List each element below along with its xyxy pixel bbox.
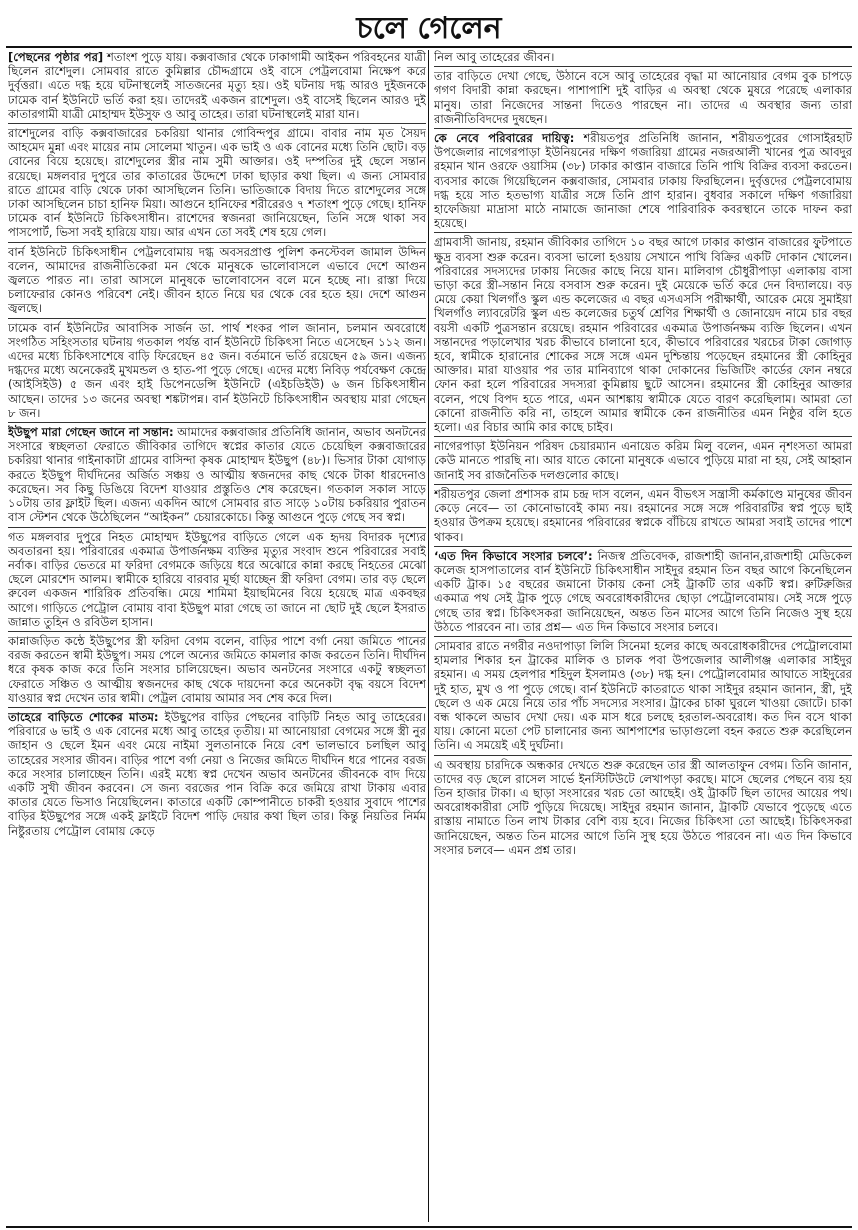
- paragraph-lead: ‘এত দিন কিভাবে সংসার চলবে’:: [434, 548, 593, 563]
- article-paragraph: [434, 232, 852, 434]
- paragraph-text: নাগেরপাড়া ইউনিয়ন পরিষদ চেয়ারম্যান এনায়েত করিম মিলু বলেন, এমন নৃশংসতা আমরা কেউ মানতে পারছি না। আর যাতে কোনো মানুষকে এভাবে পুড়িয়ে মারা না হয়, সেই আহ্বান জানাই সব রাজনৈতিক দলগুলোর কাছে।: [434, 439, 852, 482]
- paragraph-lead: [পেছনের পৃষ্ঠার পর]: [8, 50, 104, 64]
- paragraph-text: এ অবস্থায় চারদিকে অন্ধকার দেখতে শুরু করেছেন তার স্ত্রী আলতাফুন বেগম। তিনি জানান, তাদের বড় ছেলে রাসেল সার্ভে ইনস্টিটিউটে লেখাপড়া করছে। মাসে ছেলের পেছনে ব্যয় হয় তিন হাজার টাকা। এ ছাড়া সংসারের খরচ তো আছেই। ওই ট্রাকটি ছিল তাদের আয়ের পথ। অবরোধকারীরা সেটি পুড়িয়ে দিয়েছে। সাইদুর রহমান জানান, ট্রাকটি যেভাবে পুড়েছে এতে রাস্তায় নামাতে তিন লাখ টাকার বেশি ব্যয় হবে। নিজের চিকিৎসা তো আছেই। চিকিৎসকরা জানিয়েছেন, অন্তত তিন মাসের আগে তিনি সুস্থ হয়ে উঠতে পারবেন না। এত দিন কিভাবে সংসার চলবে— এমন প্রশ্ন তার।: [434, 757, 852, 857]
- article-paragraph: [434, 128, 852, 230]
- paragraph-lead: ইউছুপ মারা গেছেন জানে না সন্তান:: [8, 425, 174, 440]
- column-divider: [428, 50, 429, 1222]
- article-paragraph: [8, 527, 426, 629]
- article-paragraph: [434, 755, 852, 857]
- article-paragraph: [8, 123, 426, 240]
- article-paragraph: [434, 484, 852, 544]
- right-column: [434, 50, 852, 1222]
- paragraph-text: ঢামেক বার্ন ইউনিটের আবাসিক সার্জন ডা. পার্থ শংকর পাল জানান, চলমান অবরোধে সংগঠিত সহিংসতার ঘটনায় গতকাল পর্যন্ত বার্ন ইউনিটে চিকিৎসা নিতে এসেছেন ১১২ জন। এদের মধ্যে চিকিৎসাশেষে বাড়ি ফিরেছেন ৪৫ জন। বর্তমানে ভর্তি রয়েছেন ৫৯ জন। এজন্য দগ্ধদের মধ্যে অনেকেরই মুখমন্ডল ও হাত-পা পুড়ে গেছে। এদের মধ্যে নিবিড় পর্যবেক্ষণ কেন্দ্রে (আইসিইউ) ৫ জন এবং হাই ডিপেনডেন্সি ইউনিটে (এইচডিইউ) ৬ জন চিকিৎসাধীন আছেন। তাদের ১৩ জনের অবস্থা শঙ্কটাপন্ন। বার্ন ইউনিটে চিকিৎসাধীন অবস্থায় মারা গেছেন ৮ জন।: [8, 320, 426, 420]
- bottom-rule: [6, 1226, 852, 1228]
- article-paragraph: [8, 631, 426, 705]
- top-rule: [6, 46, 852, 48]
- article-paragraph: [434, 436, 852, 482]
- paragraph-text: নিজস্ব প্রতিবেদক, রাজশাহী জানান,রাজশাহী মেডিকেল কলেজ হাসপাতালের বার্ন ইউনিটে চিকিৎসাধীন সাইদুর রহমান তিন বছর আগে কিনেছিলেন একটি ট্রাক। ১৫ বছরের জমানো টাকায় কেনা সেই ট্রাকটি তার একটি স্বপ্ন। রুটিরুজির একমাত্র পথ সেই ট্রাক পুড়ে গেছে অবরোধকারীদের ছোড়া পেট্রোলবোমায়। সেই সঙ্গে পুড়ে গেছে তার স্বপ্ন। চিকিৎসকরা জানিয়েছেন, অন্তত তিন মাসের আগে তিনি নিজেও সুস্থ হয়ে উঠতে পারবেন না। তার প্রশ্ন— এত দিন কিভাবে সংসার চলবে।: [434, 548, 852, 634]
- paragraph-text: তার বাড়িতে দেখা গেছে, উঠানে বসে আবু তাহেরের বৃদ্ধা মা আনোয়ার বেগম বুক চাপড়ে গগণ বিদারী কান্না করছেন। পাশাপাশি দুই বাড়ির এ অবস্থা থেকে মুষরে পরেছে এলাকার মানুষ। তারা নিজেদের সান্তনা দিতেও পারছেন না। তাদের এ অবস্থার জন্য তারা রাজনীতিবিদদের দুষছেন।: [434, 69, 852, 126]
- article-paragraph: [434, 636, 852, 753]
- paragraph-text: শরীয়তপুর জেলা প্রশাসক রাম চন্দ্র দাস বলেন, এমন বীভৎস সন্ত্রাসী কর্মকাণ্ডে মানুষের জীবন কেড়ে নেবে— তা কোনোভাবেই কাম্য নয়। রহমানের সঙ্গে সঙ্গে পরিবারটির স্বপ্ন পুড়ে ছাই হওয়ার উপক্রম হয়েছে। রহমানের পরিবারের স্বপ্নকে বাঁচিয়ে রাখতে আমরা সবাই তাদের পাশে থাকব।: [434, 486, 852, 544]
- paragraph-lead: কে নেবে পরিবারের দায়িত্ব:: [434, 131, 575, 146]
- article-paragraph: [434, 50, 852, 64]
- paragraph-text: শরীয়তপুর প্রতিনিধি জানান, শরীয়তপুরের গোসাইরহাট উপজেলার নাগেরপাড়া ইউনিয়নের দক্ষিণ গজারিয়া গ্রামের নজরআলী খানের পুত্র আবদুর রহমান খান ওরফে ওয়াসিম (৩৮) ঢাকার কাপ্তান বাজারে তিনি পাখি বিক্রির ব্যবসা করতেন। ব্যবসার কাজে গিয়েছিলেন কক্সবাজার, সোমবার ঢাকায় ফিরছিলেন। দুর্বৃত্তদের পেট্রলবোমায় দগ্ধ হয়ে সাত হতভাগ্য যাত্রীর সঙ্গে তিনি প্রাণ হারান। বুধবার সকালে দক্ষিণ গজারিয়া হাফেজিয়া মাদ্রাসা মাঠে নামাজে জানাজা শেষে পারিবারিক কবরস্থানে তাকে দাফন করা হয়েছে।: [434, 131, 852, 231]
- article-paragraph: [8, 422, 426, 524]
- paragraph-text: নিল আবু তাহেরের জীবন।: [434, 50, 555, 64]
- article-paragraph: [8, 707, 426, 838]
- article-paragraph: [434, 66, 852, 126]
- paragraph-text: রাশেদুলের বাড়ি কক্সবাজারের চকরিয়া থানার গোবিন্দপুর গ্রামে। বাবার নাম মৃত সৈয়দ আহমেদ মুন্না এবং মায়ের নাম সোলেমা খাতুন। এক ভাই ও এক বোনের মধ্যে তিনি ছোট। বড় বোনের বিয়ে হয়েছে। রাশেদুলের স্ত্রীর নাম সুমী আক্তার। ওই দম্পতির দুই ছেলে সন্তান রয়েছে। মঙ্গলবার দুপুরে তার কাতারের উদ্দেশে ঢাকা ছাড়ার কথা ছিল। এ জন্য সোমবার রাতে গ্রামের বাড়ি থেকে ঢাকা আসছিলেন তিনি। ভাতিজাকে বিদায় দিতে রাশেদুলের সঙ্গে ঢাকা আসছিলেন চাচা হানিফ মিয়া। আগুনে হানিফের শরীরেরও ৭ শতাংশ পুড়ে গেছে। হানিফ ঢামেক বার্ন ইউনিটে চিকিৎসাধীন। রাশেদের স্বজনরা জানিয়েছেন, তিনি সঙ্গে থাকা সব পাসপোর্ট, ভিসা সবই হারিয়ে যায়। আর এখন তো সবই শেষ হয়ে গেল।: [8, 126, 426, 240]
- paragraph-text: আমাদের কক্সবাজার প্রতিনিধি জানান, অভাব অনটনের সংসারে স্বচ্ছলতা ফেরাতে জীবিকার তাগিদে স্বপ্নের কাতার যেতে চেয়েছিল কক্সবাজারের চকরিয়া থানার গাইনাকাটা গ্রামের বাসিন্দা কৃষক মোহাম্মদ ইউছুপ (৪৮)। ভিসার টাকা যোগাড় করতে ইউছুপ দীর্ঘদিনের অর্জিত সঞ্চয় ও আত্মীয় স্বজনদের কাছ থেকে টাকা ধারদেনাও করেছেন। সব কিছু ডিঙিয়ে বিদেশ যাওয়ার প্রস্তুতিও শেষ করেছেন। গতকাল সকাল সাড়ে ১০টায় তার ফ্লাইট ছিল। এজন্য একদিন আগে সোমবার রাত সাড়ে ১০টায় চকরিয়ার পুরাতন বাস স্টেশন থেকে উঠেছিলেন “আইকন” চেয়ারকোচে। কিন্তু আগুনে পুড়ে গেছে সব স্বপ্ন।: [8, 425, 426, 525]
- article-paragraph: [8, 50, 426, 121]
- paragraph-text: বার্ন ইউনিটে চিকিৎসাধীন পেট্রলবোমায় দগ্ধ অবসরপ্রাপ্ত পুলিশ কনস্টেবল জামাল উদ্দিন বলেন, আমাদের রাজনীতিকেরা মন থেকে মানুষকে ভালোবাসলে এভাবে দেশে আগুন জ্বলতে পারত না। তারা আসলে মানুষকে ভালোবাসেন বলে মনে হচ্ছে না। রাস্তা দিয়ে চলাফেরার কোনও পরিবেশ নেই। জীবন হাতে নিয়ে ঘর থেকে বের হতে হয়। দেশে আগুন জ্বলছে।: [8, 244, 426, 316]
- article-paragraph: [8, 242, 426, 316]
- article-paragraph: [434, 546, 852, 634]
- paragraph-text: কান্নাজড়িত কন্ঠে ইউছুপের স্ত্রী ফরিদা বেগম বলেন, বাড়ির পাশে বর্গা নেয়া জমিতে পানের বরজ করতেন স্বামী ইউছুপ। সময় পেলে অন্যের জমিতে কামলার কাজ করতেন তিনি। দীর্ঘদিন ধরে কৃষক কাজ করে তিনি সংসার চালিয়েছেন। অভাব অনটনের সংসারে একটু স্বচ্ছলতা ফেরাতে সঞ্চিত ও আত্মীয় স্বজনদের কাছ থেকে দায়দেনা করে অনেকটা বৃদ্ধ বয়সে বিদেশ যাওয়ার স্বপ্ন দেখেন তার স্বামী। পেট্রল বোমায় আমার সব শেষ করে দিল।: [8, 633, 426, 705]
- article-paragraph: [8, 318, 426, 420]
- headline: চলে গেলেন: [356, 11, 502, 46]
- paragraph-text: ইউছুপের বাড়ির পেছনের বাড়িটি নিহত আবু তাহেরের। পরিবারে ৬ ভাই ও এক বোনের মধ্যে আবু তাহের তৃতীয়। মা আনোয়ারা বেগমের সঙ্গে স্ত্রী নুর জাহান ও ছেলে ইমন এবং মেয়ে নাইমা সুলতানাকে নিয়ে বেশ ভালভাবে চলছিল আবু তাহেরের সংসার জীবন। বাড়ির পাশে বর্গা নেয়া ও নিজের জমিতে দীর্ঘদিন ধরে পানের বরজ করে সংসার চালাচ্ছেন তিনি। এরই মধ্যে স্বপ্ন দেখেন অভাব অনটনের জীবনকে বাদ দিয়ে একটি সুখী জীবন করবেন। সে জন্য বরজের পান বিক্রি করে জমিয়ে রাখা টাকায় এবার কাতার যেতে ভিসাও নিয়েছিলেন। কাতারে একটি কোম্পানীতে চাকরী হওয়ার সুবাদে পাশের বাড়ির ইউছুপের সঙ্গে একই ফ্লাইটে বিদেশ পাড়ি দেয়ার কথা ছিল তার। কিন্তু নিয়তির নির্মম নিষ্টুরতায় পেট্রোল বোমায় কেড়ে: [8, 709, 426, 838]
- paragraph-text: শতাংশ পুড়ে যায়। কক্সবাজার থেকে ঢাকাগামী আইকন পরিবহনের যাত্রী ছিলেন রাশেদুল। সোমবার রাতে কুমিল্লার চৌদ্দগ্রামে ওই বাসে পেট্রলবোমা নিক্ষেপ করে দুর্বৃত্তরা। এতে দগ্ধ হয়ে ঘটনাস্থলেই সাতজনের মৃত্যু হয়। ওই ঘটনায় দগ্ধ আরও দুইজনকে ঢামেক বার্ন ইউনিটে ভর্তি করা হয়। তাদেরই একজন রাশেদুল। ওই বাসেই ছিলেন আরও দুই কাতারগামী যাত্রী মোহাম্মদ ইউসুফ ও আবু তাহের। তারা ঘটনাস্থলেই মারা যান।: [8, 50, 426, 121]
- paragraph-text: গ্রামবাসী জানায়, রহমান জীবিকার তাগিদে ১০ বছর আগে ঢাকার কাপ্তান বাজারের ফুটপাতে ক্ষুদ্র ব্যবসা শুরু করেন। ব্যবসা ভালো হওয়ায় সেখানে পাখি বিক্রির একটি দোকান খোলেন। পরিবারের সদস্যদের ঢাকায় নিজের কাছে নিয়ে যান। মালিবাগ চৌধুরীপাড়া এলাকায় বাসা ভাড়া করে স্ত্রী-সন্তান নিয়ে বসবাস শুরু করেন। দুই মেয়েকে ভর্তি করে দেন বিদ্যালয়ে। বড় মেয়ে কেয়া খিলগাঁও স্কুল এন্ড কলেজের এ বছর এসএসসি পরীক্ষার্থী, আরেক মেয়ে সুমাইয়া খিলগাঁও ল্যাবরেটরি স্কুল এন্ড কলেজের চতুর্থ শ্রেণির শিক্ষার্থী ও জোনায়েদ নামে চার বছর বয়সী একটি পুত্রসন্তান রয়েছে। রহমান পরিবারের একমাত্র উপার্জনক্ষম ব্যক্তি ছিলেন। এখন সন্তানদের পড়ালেখার খরচ কীভাবে চালানো হবে, কীভাবে পরিবারের খরচের টাকা জোগাড় হবে, স্বামীকে হারানোর শোকের সঙ্গে সঙ্গে এমন দুশ্চিন্তায় পড়েছেন রহমানের স্ত্রী কোহিনুর আক্তার। মারা যাওয়ার পর তার মানিব্যাগে থাকা দোকানের ভিজিটিং কার্ডের ফোন নম্বরে ফোন করা হলে পরিবারের সদস্যরা কুমিল্লায় ছুটে আসেন। রহমানের স্ত্রী কোহিনুর আক্তার বলেন, পথে বিপদ হতে পারে, এমন আশঙ্কায় স্বামীকে যেতে বারণ করেছিলাম। আমরা তো কোনো রাজনীতি করি না, তাহলে আমার স্বামীকে কেন রাজনীতির এমন নিষ্ঠুর বলি হতে হলো। এর বিচার আমি কার কাছে চাইব।: [434, 235, 852, 435]
- paragraph-text: সোমবার রাতে নগরীর নওদাপাড়া লিলি সিনেমা হলের কাছে অবরোধকারীদের পেট্রোলবোমা হামলার শিকার হন ট্রাকের মালিক ও চালক পবা উপজেলার আলীগঞ্জ এলাকার সাইদুর রহমান। এ সময় হেলপার শহিদুল ইসলামও (৩৮) দগ্ধ হন। পেট্রোলবোমার আঘাতে সাইদুরের দুই হাত, মুখ ও পা পুড়ে গেছে। বার্ন ইউনিটে কাতরাতে থাকা সাইদুর রহমান জানান, স্ত্রী, দুই ছেলে ও এক মেয়ে নিয়ে তার পাঁচ সদস্যের সংসার। ট্রাকের চাকা ঘুরলে খাওয়া জোটে। চাকা বন্ধ থাকলে অভাব দেখা দেয়। এক মাস ধরে চলছে হরতাল-অবরোধ। কত দিন বসে থাকা যায়। কোনো মতো পেট চালানোর জন্য আশপাশের ভাড়াগুলো বহন করতে শুরু করেছিলেন তিনি। এ সময়েই এই দুর্ঘটনা।: [434, 638, 852, 753]
- left-column: [8, 50, 426, 1222]
- paragraph-lead: তাহেরে বাড়িতে শোকের মাতম:: [8, 709, 159, 724]
- paragraph-text: গত মঙ্গলবার দুপুরে নিহত মোহাম্মদ ইউছুপের বাড়িতে গেলে এক হৃদয় বিদারক দৃশ্যের অবতারনা হয়। পরিবারের একমাত্র উপার্জনক্ষম ব্যক্তির মৃত্যুর সংবাদ শুনে পরিবারের সবাই নর্বাক। বাড়ির ভেতরে মা ফরিদা বেগমকে জড়িয়ে ধরে অঝোরে কান্না করছে নিহতের মেঝো ছেলে মোরশেদ আলম। স্বামীকে হারিয়ে বারবার মূর্ছা যাচ্ছেন স্ত্রী ফরিদা বেগম। তার বড় ছেলে রুবেল একজন শারিরিক প্রতিবন্ধি। মেয়ে শামিমা ইয়াছমিনের বিয়ে হয়েছে মাত্র একবছর আগে। গাড়িতে পেট্রোল বোমায় বাবা ইউছুপ মারা গেছে তা জানে না ছোট দুই ছেলে ইসরাত জান্নাত তুহিন ও রবিউল হাসান।: [8, 529, 426, 629]
